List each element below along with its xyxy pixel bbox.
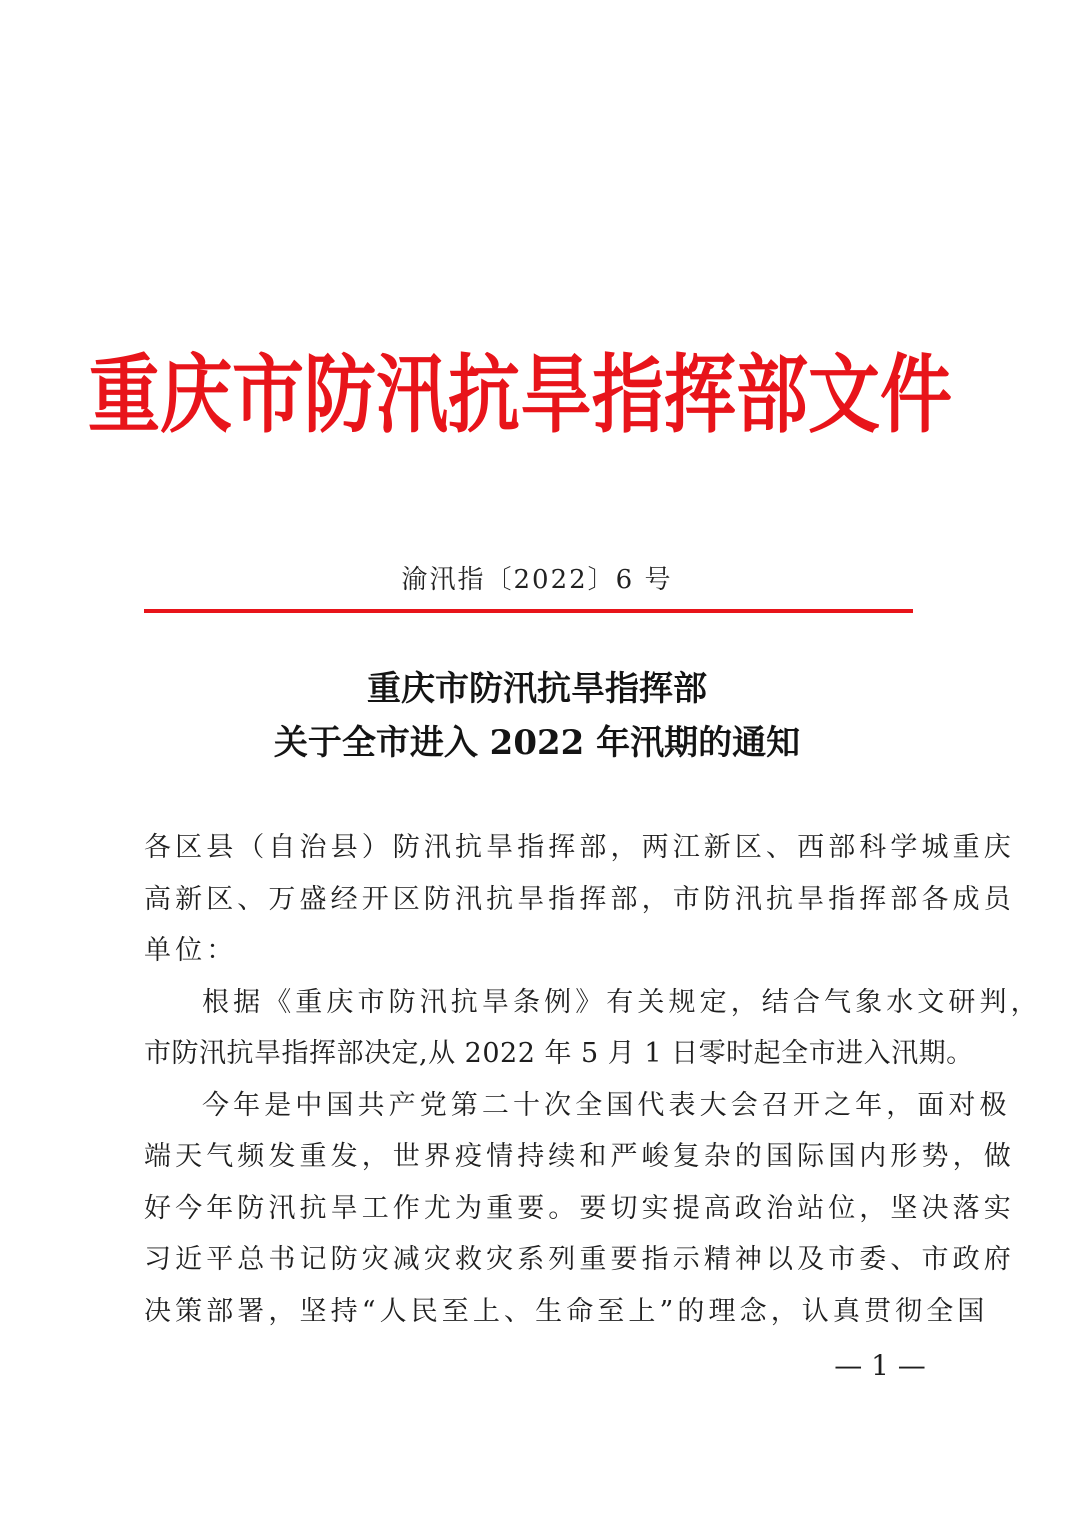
- document-number: 渝汛指〔2022〕6 号: [401, 565, 673, 595]
- page-number: — 1 —: [834, 1349, 926, 1382]
- masthead-title: 重庆市防汛抗旱指挥部文件: [87, 344, 952, 445]
- body-line: 好今年防汛抗旱工作尤为重要。要切实提高政治站位，坚决落实: [144, 1192, 1015, 1224]
- notice-title: [0, 662, 1074, 770]
- body-line: 各区县（自治县）防汛抗旱指挥部，两江新区、西部科学城重庆: [144, 832, 1015, 863]
- body-line: 今年是中国共产党第二十次全国代表大会召开之年，面对极: [202, 1089, 1011, 1121]
- notice-body: [144, 822, 1042, 1337]
- notice-title-line-2: 关于全市进入 2022 年汛期的通知: [273, 723, 801, 763]
- body-line: 习近平总书记防灾减灾救灾系列重要指示精神以及市委、市政府: [144, 1244, 1015, 1275]
- body-line: 单位：: [144, 935, 238, 966]
- body-line: 高新区、万盛经开区防汛抗旱指挥部，市防汛抗旱指挥部各成员: [144, 883, 1015, 915]
- body-line: 根据《重庆市防汛抗旱条例》有关规定，结合气象水文研判，: [202, 986, 1042, 1018]
- body-line: 决策部署，坚持“人民至上、生命至上”的理念，认真贯彻全国: [144, 1295, 989, 1327]
- body-line: 市防汛抗旱指挥部决定,从 2022 年 5 月 1 日零时起全市进入汛期。: [144, 1038, 974, 1069]
- body-line: 端天气频发重发，世界疫情持续和严峻复杂的国际国内形势，做: [144, 1141, 1015, 1172]
- red-divider-line: [144, 609, 913, 613]
- notice-title-line-1: 重庆市防汛抗旱指挥部: [367, 669, 707, 709]
